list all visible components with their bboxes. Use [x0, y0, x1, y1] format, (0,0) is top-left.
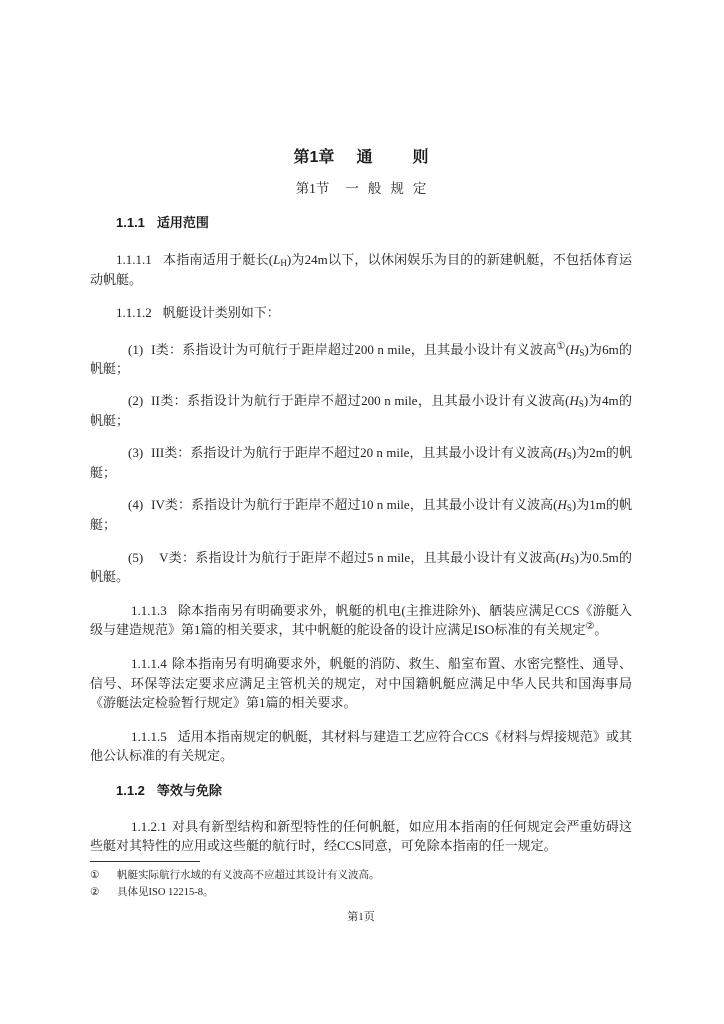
category-text: )为4m的帆艇；: [90, 392, 633, 428]
clause-1-1-2-1: [90, 817, 632, 856]
chapter-heading: [90, 147, 632, 169]
symbol-variable: H: [569, 392, 579, 408]
list-label: (3): [128, 445, 144, 461]
category-text: I类：系指设计为可航行于距岸超过200 n mile，且其最小设计有义波高: [151, 341, 557, 357]
footnote-mark: ②: [90, 887, 100, 899]
clause-text: )为24m以下，以休闲娱乐为目的的新建帆艇，不包括体育运动帆艇。: [90, 252, 632, 287]
footnote-rule: [90, 861, 200, 862]
symbol-subscript: H: [280, 258, 287, 268]
footnote-mark: ①: [90, 870, 100, 882]
category-text: V类：系指设计为航行于距岸不超过5 n mile，且其最小设计有义波高: [159, 549, 556, 565]
clause-number: 1.1.1.3: [131, 602, 167, 618]
document-page: [90, 0, 632, 925]
clause-text: 除本指南另有明确要求外，帆艇的机电(主推进除外)、舾装应满足CCS《游艇入级与建造规范》第1篇的相关要求，其中帆艇的舵设备的设计应满足ISO标准的有关规定: [90, 602, 632, 638]
footnote-text: 具体见ISO 12215-8。: [117, 887, 214, 899]
category-text: IV类：系指设计为航行于距岸不超过10 n mile，且其最小设计有义波高: [151, 497, 554, 513]
footnote: [90, 868, 632, 883]
symbol-variable: H: [557, 497, 567, 513]
footnote-text: 帆艇实际航行水域的有义波高不应超过其设计有义波高。: [117, 870, 380, 882]
section-number: 第1节: [295, 181, 330, 196]
symbol-variable: H: [560, 549, 570, 565]
clause-1-1-1-5: [90, 727, 632, 766]
clause-text: 。: [594, 622, 608, 638]
clause-number: 1.1.1.1: [116, 252, 152, 267]
clause-number: 1.1.1.5: [131, 728, 167, 744]
page-number: 第1页: [347, 911, 375, 924]
symbol-variable: L: [273, 252, 281, 267]
symbol-subscript: S: [579, 347, 585, 358]
category-text: )为1m的帆艇；: [90, 497, 632, 532]
chapter-title: 通则: [356, 149, 469, 166]
clause-1-1-1-2: [90, 303, 632, 323]
category-text: (: [553, 445, 558, 461]
category-text: II类：系指设计为航行于距岸不超过200 n mile，且其最小设计有义波高: [151, 392, 566, 408]
section-heading: [90, 179, 632, 199]
footnote-ref: ①: [556, 340, 566, 352]
list-label: (1): [128, 341, 144, 357]
list-label: (2): [128, 392, 144, 408]
list-label: (5): [128, 549, 144, 565]
category-text: (: [565, 341, 570, 357]
clause-number: 1.1.1.2: [116, 305, 152, 321]
clause-number: 1.1.2: [116, 782, 145, 798]
footnote: [90, 885, 632, 900]
clause-heading-1-1-2: [90, 781, 632, 801]
clause-heading-1-1-1: [90, 213, 632, 233]
design-category-3: [90, 443, 632, 482]
chapter-number: 第1章: [293, 149, 335, 166]
symbol-subscript: S: [578, 398, 584, 409]
clause-1-1-1-4: [90, 654, 632, 713]
symbol-variable: H: [557, 445, 567, 461]
footnote-ref: ②: [585, 621, 595, 633]
section-title: 一般规定: [345, 181, 436, 196]
design-category-2: [90, 391, 632, 430]
clause-1-1-1-1: [90, 250, 632, 289]
category-text: )为2m的帆艇；: [90, 445, 632, 480]
category-text: (: [555, 549, 561, 565]
design-category-4: [90, 495, 632, 534]
clause-number: 1.1.2.1: [131, 818, 167, 834]
category-text: (: [553, 497, 558, 513]
symbol-subscript: S: [566, 503, 572, 514]
clause-text: 除本指南另有明确要求外，帆艇的消防、救生、船室布置、水密完整性、通导、信号、环保等法定要求应满足主管机关的规定，对中国籍帆艇应满足中华人民共和国海事局《游艇法定检验暂行规定》第1篇的相关要求。: [90, 655, 632, 711]
category-text: III类：系指设计为航行于距岸不超过20 n mile，且其最小设计有义波高: [151, 445, 554, 461]
design-category-5: [90, 548, 632, 587]
clause-text: 帆艇设计类别如下：: [162, 305, 280, 321]
clause-title: 等效与免除: [156, 782, 222, 798]
list-label: (4): [128, 497, 144, 513]
category-text: (: [565, 392, 570, 408]
clause-text: 本指南适用于艇长(: [162, 252, 274, 267]
clause-1-1-1-3: [90, 601, 632, 640]
category-text: )为6m的帆艇；: [90, 341, 632, 377]
clause-title: 适用范围: [156, 215, 209, 230]
clause-text: 对具有新型结构和新型特性的任何帆艇，如应用本指南的任何规定会严重妨碍这些艇对其特性的应用或这些艇的航行时，经CCS同意，可免除本指南的任一规定。: [90, 818, 632, 854]
symbol-subscript: S: [566, 451, 572, 462]
symbol-subscript: S: [569, 555, 575, 566]
design-category-1: [90, 340, 632, 379]
clause-number: 1.1.1: [116, 215, 145, 230]
clause-text: 适用本指南规定的帆艇，其材料与建造工艺应符合CCS《材料与焊接规范》或其他公认标准的有关规定。: [90, 728, 632, 764]
symbol-variable: H: [569, 341, 580, 357]
category-text: )为0.5m的帆艇。: [90, 549, 632, 585]
clause-number: 1.1.1.4: [131, 655, 167, 671]
